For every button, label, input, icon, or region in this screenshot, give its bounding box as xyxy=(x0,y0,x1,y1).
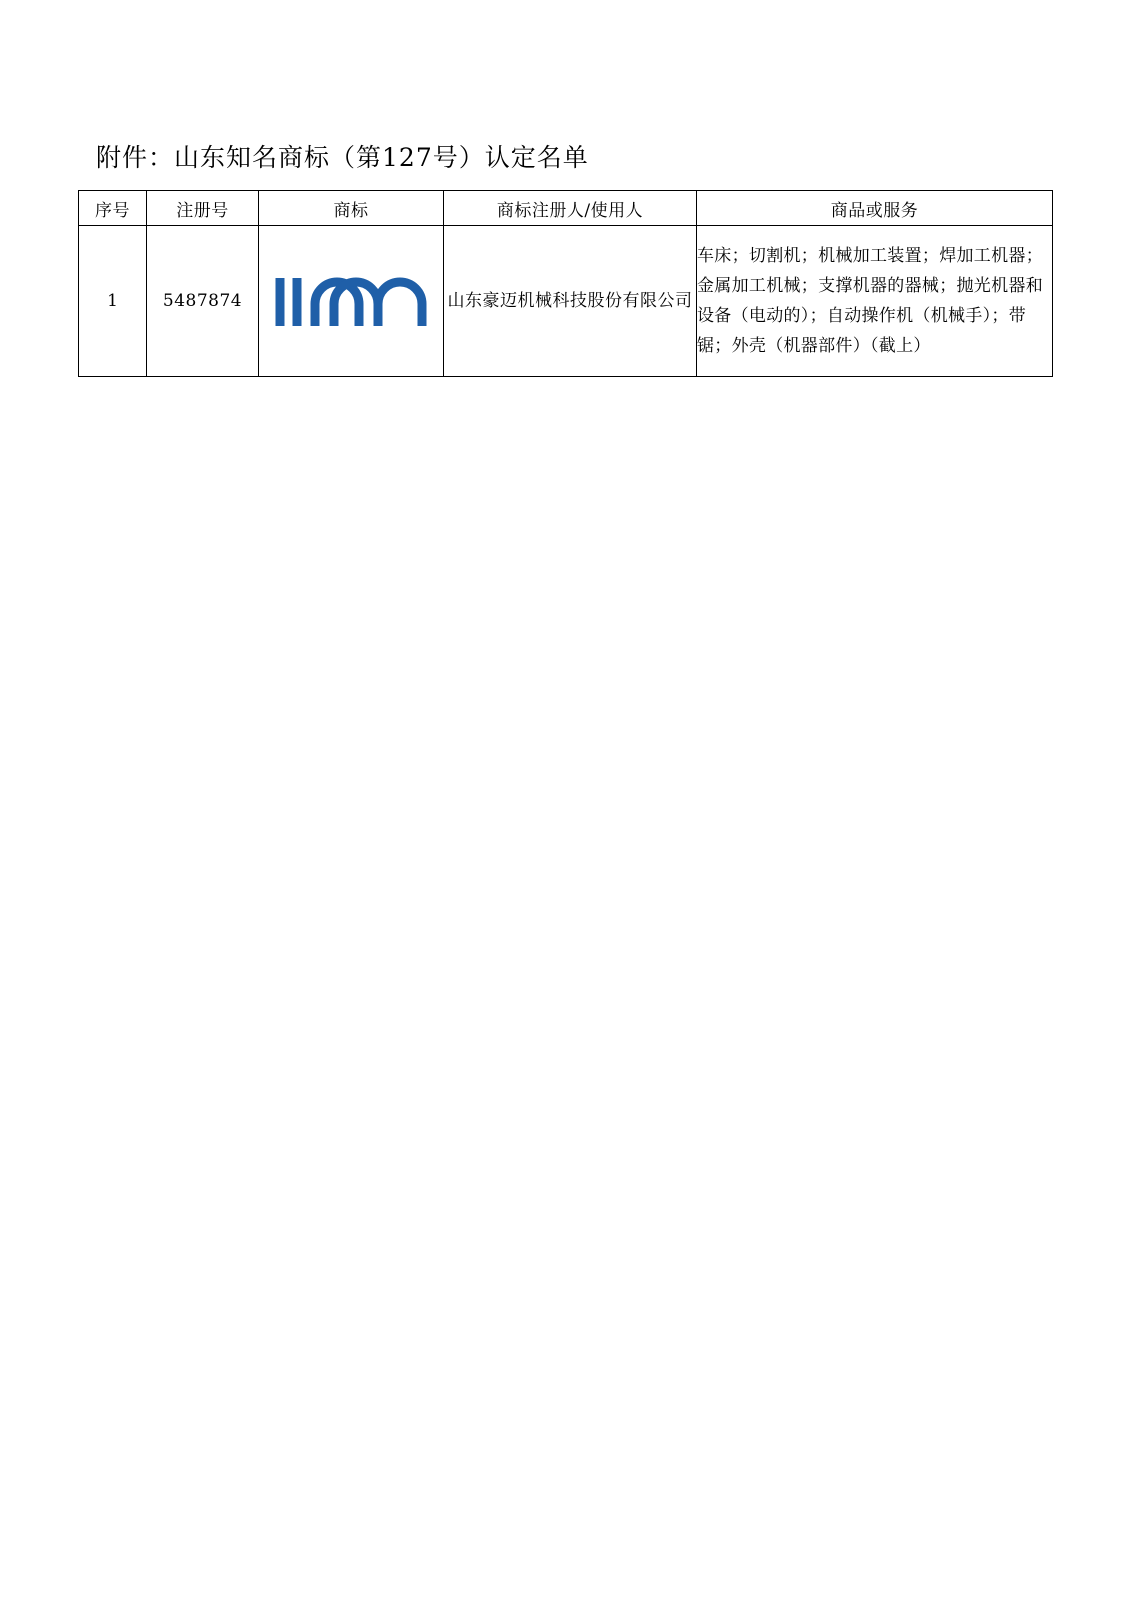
page-title: 附件：山东知名商标（第127号）认定名单 xyxy=(96,143,589,172)
column-header-goods: 商品或服务 xyxy=(697,191,1053,226)
cell-goods-services: 车床；切割机；机械加工装置；焊加工机器；金属加工机械；支撑机器的器械；抛光机器和设备（电动的）；自动操作机（机械手）；带锯；外壳（机器部件）（截上） xyxy=(697,226,1053,377)
column-header-no: 序号 xyxy=(79,191,147,226)
cell-owner-name: 山东豪迈机械科技股份有限公司 xyxy=(444,226,697,377)
table-row xyxy=(79,226,1053,377)
cell-trademark-image xyxy=(259,226,444,377)
haomai-logo-icon xyxy=(271,270,431,332)
cell-registration-number: 5487874 xyxy=(147,226,259,377)
table-header-row xyxy=(79,191,1053,226)
column-header-owner: 商标注册人/使用人 xyxy=(444,191,697,226)
column-header-reg-no: 注册号 xyxy=(147,191,259,226)
cell-serial-number: 1 xyxy=(79,226,147,377)
trademark-logo xyxy=(259,270,443,332)
table-body xyxy=(79,226,1053,377)
column-header-trademark: 商标 xyxy=(259,191,444,226)
trademark-listing-table xyxy=(78,190,1053,377)
table-header xyxy=(79,191,1053,226)
